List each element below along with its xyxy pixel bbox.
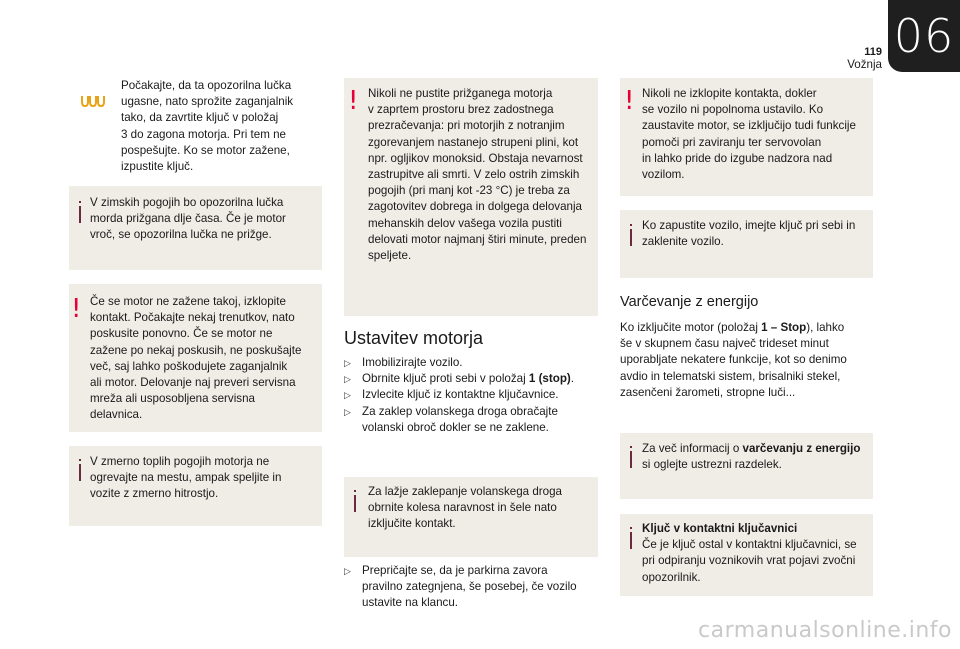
info-icon — [75, 459, 85, 481]
warning-text-start: Če se motor ne zažene takoj, izklopite kontakt. Počakajte nekaj trenutkov, nato poskusite ponovno. Če se motor ne zažene po nekaj poskusih, ne poskušajte več, saj lahko poškodujete zaganjalnik ali motor. Delovanje naj preveri servisna mreža ali usposobljena servisna delavnica. — [90, 295, 302, 422]
preheat-text: Počakajte, da ta opozorilna lučka ugasne, nato sprožite zaganjalnik tako, da zavrtite ključ v položaj 3 do zagona motorja. Pri tem ne pospešujte. Ko se motor zažene, izpustite ključ. — [121, 79, 294, 174]
preheat-icon — [80, 94, 106, 108]
info-text-mild: V zmerno toplih pogojih motorja ne ogrevajte na mestu, ampak speljite in vozite z zmerno hitrostjo. — [90, 455, 282, 501]
info-icon — [626, 224, 636, 246]
list-item: ▷ Prepričajte se, da je parkirna zavora pravilno zategnjena, še posebej, če vozilo ustavite na klancu. — [344, 563, 598, 612]
stop-steps-list — [344, 355, 598, 436]
warning-text-exhaust: Nikoli ne pustite prižganega motorja v zaprtem prostoru brez zadostnega prezračevanja: pri motorjih z notranjim zgorevanjem nastanejo strupeni plini, kot npr. ogljikov monoksid. Obstaja nevarnost zastrupitve ali smrti. V zelo ostrih zimskih pogojih (pri manj kot -23 °C) je treba za zagotovitev dobrega in dolgega delovanja mehanskih delov vašega vozila pustiti delovati motor najmanj štiri minute, preden speljete. — [368, 87, 587, 263]
info-icon — [350, 490, 360, 512]
warning-icon: ! — [71, 294, 82, 324]
list-item: ▷ Obrnite ključ proti sebi v položaj 1 (stop). — [344, 371, 598, 387]
info-text-winter: V zimskih pogojih bo opozorilna lučka morda prižgana dlje časa. Če je motor vroč, se opozorilna lučka ne prižge. — [90, 196, 286, 242]
warning-icon: ! — [348, 86, 359, 116]
chapter-tab: 06 — [888, 0, 960, 72]
watermark: carmanualsonline.info — [698, 618, 952, 643]
section-title: Vožnja — [847, 58, 882, 71]
info-icon — [626, 527, 636, 549]
stop-engine-heading: Ustavitev motorja — [344, 328, 484, 348]
info-text-key: Ko zapustite vozilo, imejte ključ pri sebi in zaklenite vozilo. — [642, 219, 856, 249]
warning-text-ignition: Nikoli ne izklopite kontakta, dokler se vozilo ni popolnoma ustavilo. Ko zaustavite motor, se izključijo tudi funkcije pomoči pri zaviranju ter servovolan in lahko pride do izgube nadzora nad vozilom. — [642, 87, 856, 182]
list-item: ▷ Imobilizirajte vozilo. — [344, 355, 598, 371]
info-icon — [626, 446, 636, 468]
energy-saving-heading: Varčevanje z energijo — [620, 294, 759, 310]
page-number: 119 — [864, 46, 882, 58]
handbrake-list — [344, 563, 598, 612]
info-icon — [75, 201, 85, 223]
info-text-key-in-ignition: Ključ v kontaktni ključavnici Če je ključ ostal v kontaktni ključavnici, se pri odpiranju voznikovih vrat pojavi zvočni opozorilnik. — [642, 522, 857, 584]
info-text-steering: Za lažje zaklepanje volanskega droga obrnite kolesa naravnost in šele nato izključite kontakt. — [368, 485, 562, 531]
list-item: ▷ Za zaklep volanskega droga obračajte volanski obroč dokler se ne zaklene. — [344, 404, 598, 436]
energy-saving-text: Ko izključite motor (položaj 1 – Stop), lahko še v skupnem času največ trideset minut uporabljate nekatere funkcije, kot so denimo avdio in telematski sistem, brisalniki stekel, zasenčeni žarometi, stropne luči... — [620, 321, 847, 399]
info-text-energy: Za več informacij o varčevanju z energijo si oglejte ustrezni razdelek. — [642, 442, 861, 472]
list-item: ▷ Izvlecite ključ iz kontaktne ključavnice. — [344, 387, 598, 403]
warning-icon: ! — [624, 86, 635, 116]
